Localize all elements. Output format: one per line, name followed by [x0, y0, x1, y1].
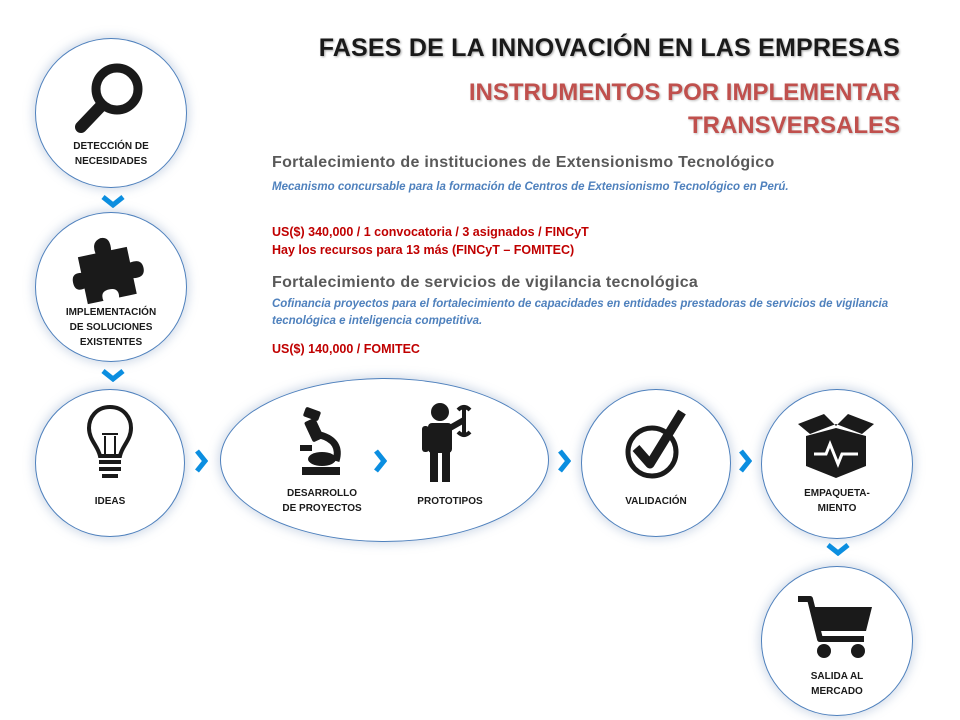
microscope-icon: [296, 405, 346, 481]
phase-ideas-label: IDEAS: [94, 496, 126, 507]
checkmark-icon: [622, 406, 692, 482]
phase-salida-mercado: [761, 566, 913, 716]
chevron-right-icon: [373, 448, 387, 474]
instrument-2-title: Fortalecimiento de servicios de vigilancia tecnológica: [272, 274, 699, 291]
instrument-1-value-2: Hay los recursos para 13 más (FINCyT – FOMITEC): [272, 243, 575, 257]
chevron-down-icon: [825, 542, 851, 556]
phase-validacion: [581, 389, 731, 537]
phase-validacion-label: VALIDACIÓN: [625, 496, 687, 507]
lightbulb-icon: [86, 404, 134, 484]
subtitle-line-2: TRANSVERSALES: [687, 112, 900, 139]
page-subtitle: [300, 76, 900, 142]
phase-ideas: [35, 389, 185, 537]
phase-empaquetamiento-label: EMPAQUETA- MIENTO: [804, 488, 870, 514]
chevron-down-icon: [100, 368, 126, 382]
chevron-right-icon: [194, 448, 208, 474]
puzzle-icon: [69, 229, 149, 305]
instrument-2-value-1: US($) 140,000 / FOMITEC: [272, 342, 420, 356]
phase-prototipos-label: PROTOTIPOS: [417, 496, 483, 507]
magnifier-icon: [69, 61, 149, 135]
instrument-1-value-1: US($) 340,000 / 1 convocatoria / 3 asignados / FINCyT: [272, 225, 589, 239]
phase-salida-label: SALIDA AL MERCADO: [810, 671, 864, 697]
subtitle-line-1: INSTRUMENTOS POR IMPLEMENTAR: [468, 79, 900, 106]
chevron-down-icon: [100, 194, 126, 208]
box-icon: [794, 410, 878, 482]
cart-icon: [796, 593, 876, 663]
phase-deteccion: [35, 38, 187, 188]
page-title: FASES DE LA INNOVACIÓN EN LAS EMPRESAS: [318, 34, 900, 62]
phase-implementacion: [35, 212, 187, 362]
chevron-right-icon: [738, 448, 752, 474]
instrument-1-title: Fortalecimiento de instituciones de Extensionismo Tecnológico: [272, 154, 775, 171]
phase-implementacion-label: IMPLEMENTACIÓN DE SOLUCIONES EXISTENTES: [65, 307, 157, 348]
phase-deteccion-label: DETECCIÓN DE NECESIDADES: [73, 141, 149, 167]
instrument-1-description: Mecanismo concursable para la formación de Centros de Extensionismo Tecnológico en Perú.: [272, 181, 789, 193]
chevron-right-icon: [557, 448, 571, 474]
phase-empaquetamiento: [761, 389, 913, 539]
instrument-2-description: Cofinancia proyectos para el fortalecimiento de capacidades en entidades prestadoras de servicios de vigilancia tecnológica e inteligencia competitiva.: [272, 298, 889, 327]
worker-icon: [420, 400, 478, 484]
phase-desarrollo-label: DESARROLLO DE PROYECTOS: [282, 488, 362, 514]
